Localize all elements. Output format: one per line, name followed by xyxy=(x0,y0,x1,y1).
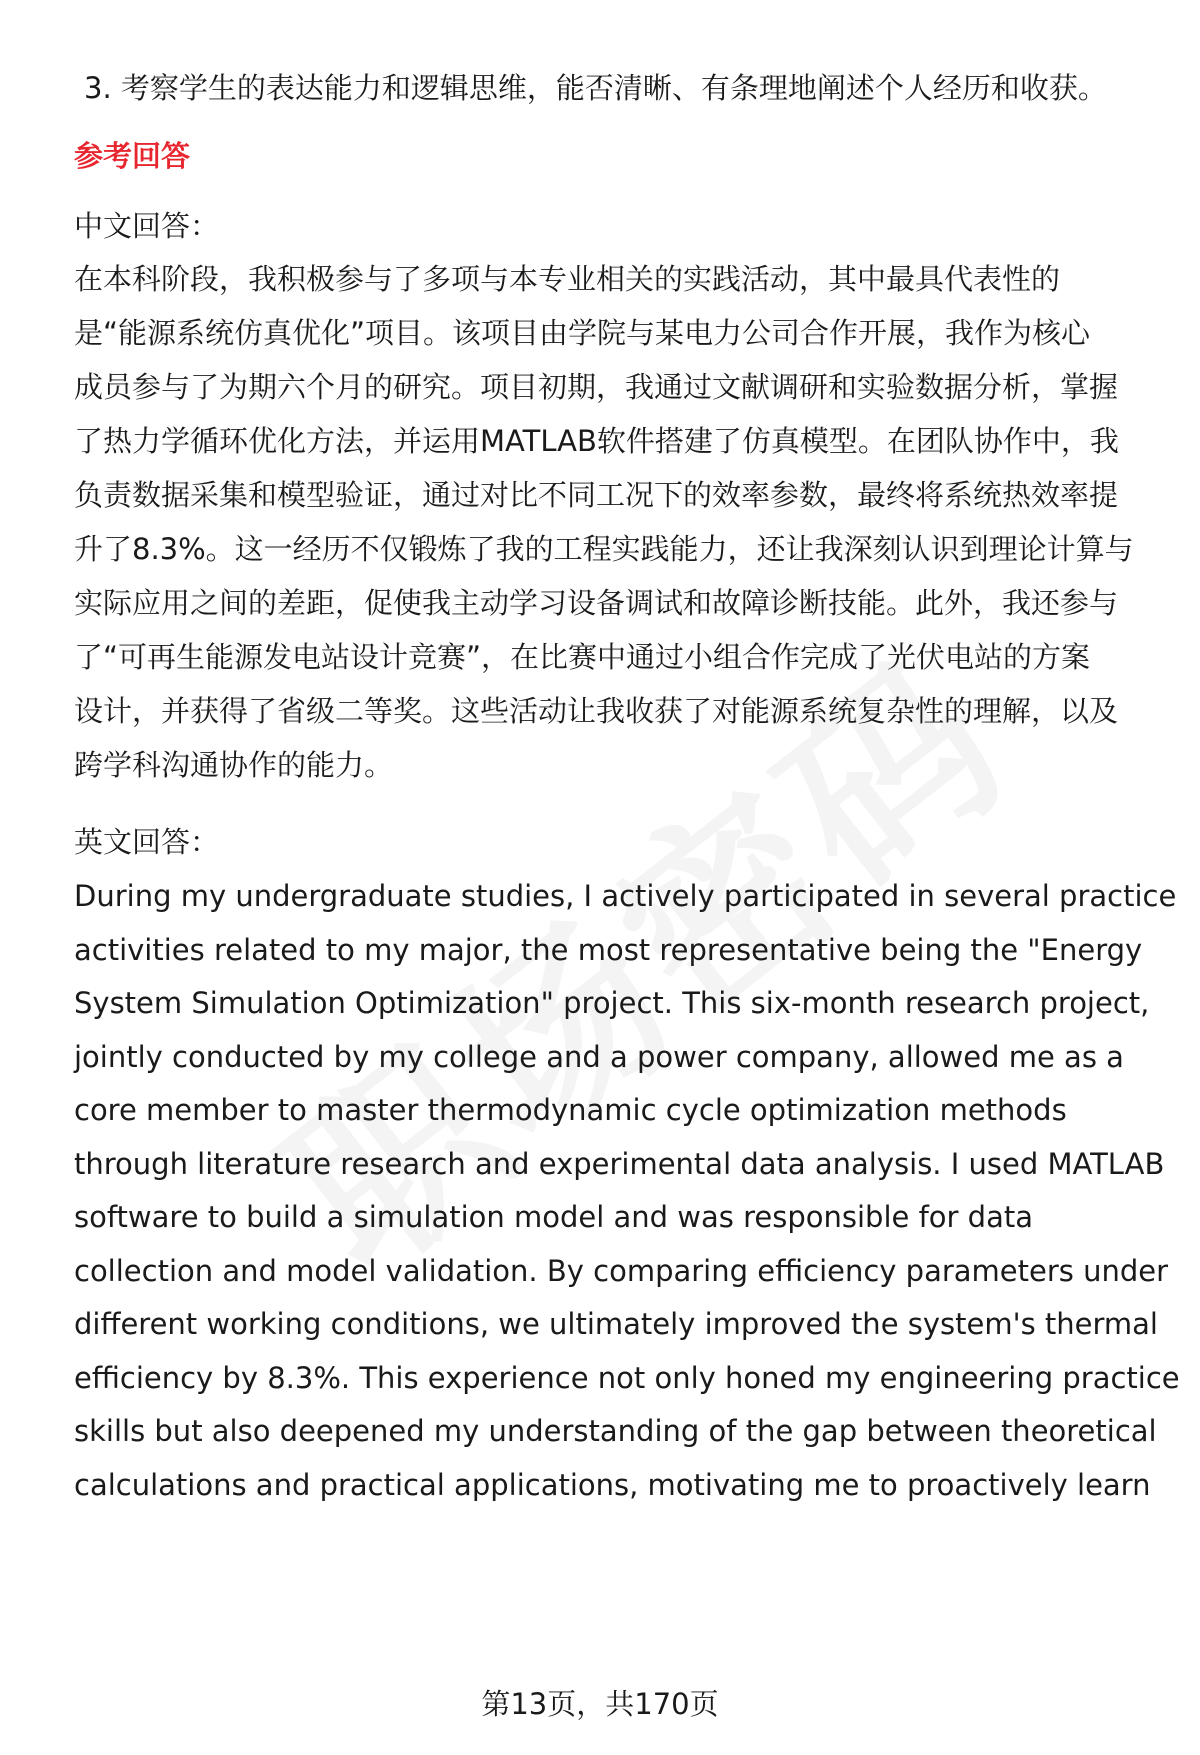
english-line: skills but also deepened my understanding of the gap between theoretical xyxy=(74,1414,1157,1448)
english-line: different working conditions, we ultimately improved the system's thermal xyxy=(74,1307,1158,1341)
english-line: software to build a simulation model and was responsible for data xyxy=(74,1200,1033,1234)
chinese-line: 实际应用之间的差距，促使我主动学习设备调试和故障诊断技能。此外，我还参与 xyxy=(74,586,1119,620)
english-line: During my undergraduate studies, I actively participated in several practice xyxy=(74,879,1177,913)
english-line: calculations and practical applications, motivating me to proactively learn xyxy=(74,1468,1151,1502)
reference-answer-heading: 参考回答 xyxy=(74,139,191,173)
english-line: core member to master thermodynamic cycle optimization methods xyxy=(74,1093,1067,1127)
chinese-line: 升了8.3%。这一经历不仅锻炼了我的工程实践能力，还让我深刻认识到理论计算与 xyxy=(74,532,1134,566)
point-3: 3. 考察学生的表达能力和逻辑思维，能否清晰、有条理地阐述个人经历和收获。 xyxy=(84,71,1107,105)
english-line: jointly conducted by my college and a power company, allowed me as a xyxy=(74,1040,1124,1074)
english-answer-label: 英文回答： xyxy=(74,825,220,859)
chinese-line: 是“能源系统仿真优化”项目。该项目由学院与某电力公司合作开展，我作为核心 xyxy=(74,316,1091,350)
chinese-line: 了“可再生能源发电站设计竞赛”，在比赛中通过小组合作完成了光伏电站的方案 xyxy=(74,640,1091,674)
english-line: collection and model validation. By comparing efficiency parameters under xyxy=(74,1254,1169,1288)
chinese-line: 在本科阶段，我积极参与了多项与本专业相关的实践活动，其中最具代表性的 xyxy=(74,262,1061,296)
chinese-answer-label: 中文回答： xyxy=(74,209,220,243)
english-line: System Simulation Optimization" project. This six-month research project, xyxy=(74,986,1150,1020)
chinese-line: 负责数据采集和模型验证，通过对比不同工况下的效率参数，最终将系统热效率提 xyxy=(74,478,1119,512)
chinese-line: 设计，并获得了省级二等奖。这些活动让我收获了对能源系统复杂性的理解，以及 xyxy=(74,694,1119,728)
chinese-line: 成员参与了为期六个月的研究。项目初期，我通过文献调研和实验数据分析，掌握 xyxy=(74,370,1119,404)
english-line: activities related to my major, the most representative being the "Energy xyxy=(74,933,1143,967)
page-number-footer: 第13页，共170页 xyxy=(481,1687,719,1721)
english-line: through literature research and experimental data analysis. I used MATLAB xyxy=(74,1147,1165,1181)
chinese-line: 了热力学循环优化方法，并运用MATLAB软件搭建了仿真模型。在团队协作中，我 xyxy=(74,424,1119,458)
english-line: efficiency by 8.3%. This experience not only honed my engineering practice xyxy=(74,1361,1180,1395)
chinese-line: 跨学科沟通协作的能力。 xyxy=(74,748,394,782)
